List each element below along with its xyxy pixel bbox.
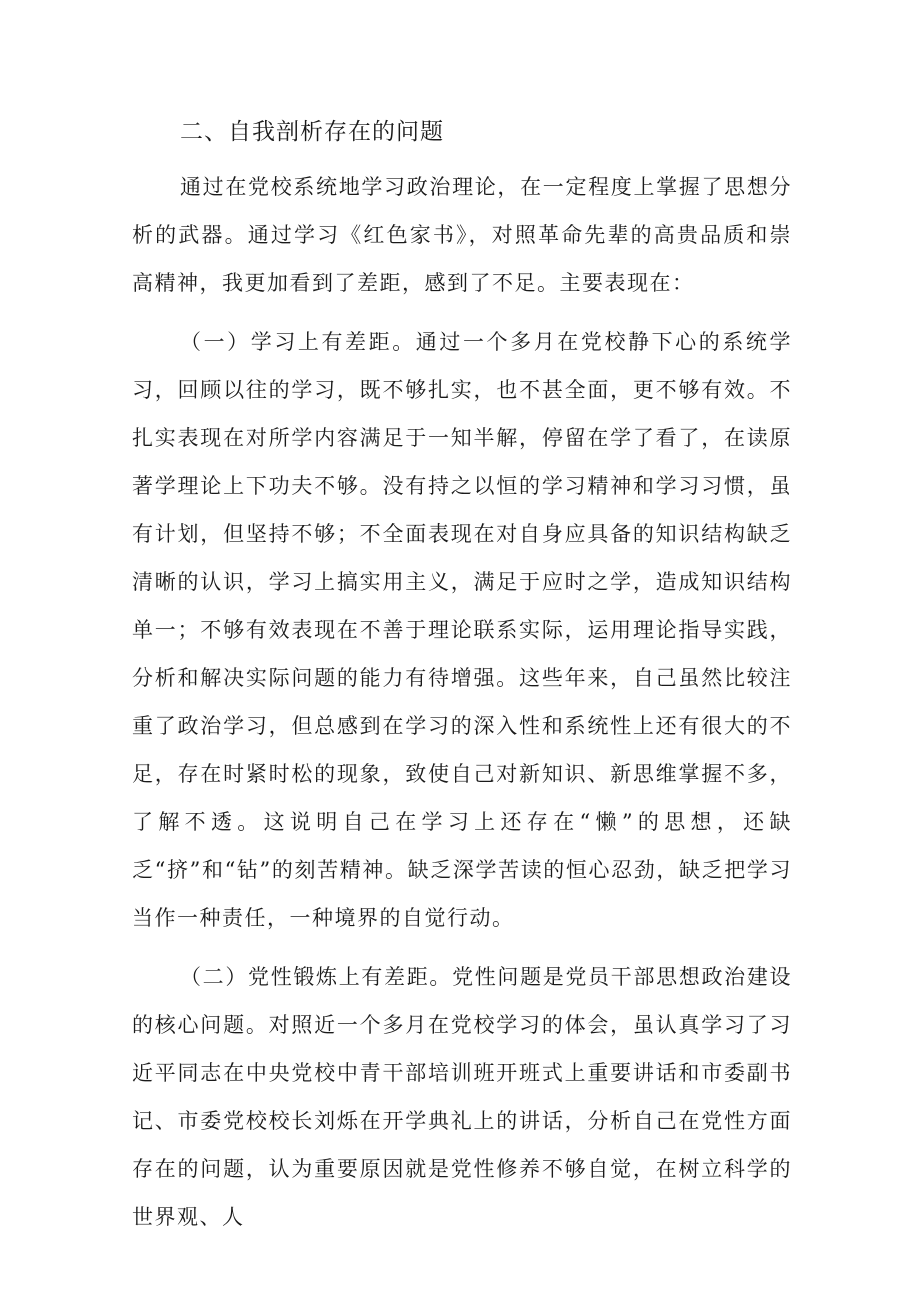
section-heading: 二、自我剖析存在的问题: [180, 119, 444, 145]
study-gap-paragraph: （一）学习上有差距。通过一个多月在党校静下心的系统学习，回顾以往的学习，既不够扎实，也不甚全面，更不够有效。不扎实表现在对所学内容满足于一知半解，停留在学了看了，在读原著学理论上下功夫不够。没有持之以恒的学习精神和学习习惯，虽有计划，但坚持不够；不全面表现在对自身应具备的知识结构缺乏清晰的认识，学习上搞实用主义，满足于应时之学，造成知识结构单一；不够有效表现在不善于理论联系实际，运用理论指导实践，分析和解决实际问题的能力有待增强。这些年来，自己虽然比较注重了政治学习，但总感到在学习的深入性和系统性上还有很大的不足，存在时紧时松的现象，致使自己对新知识、新思维掌握不多，了解不透。这说明自己在学习上还存在“懒”的思想，还缺乏“挤”和“钻”的刻苦精神。缺乏深学苦读的恒心忍劲，缺乏把学习当作一种责任，一种境界的自觉行动。: [132, 330, 792, 930]
party-spirit-gap-paragraph: （二）党性锻炼上有差距。党性问题是党员干部思想政治建设的核心问题。对照近一个多月在党校学习的体会，虽认真学习了习近平同志在中央党校中青干部培训班开班式上重要讲话和市委副书记、市委党校校长刘烁在开学典礼上的讲话，分析自己在党性方面存在的问题，认为重要原因就是党性修养不够自觉，在树立科学的世界观、人: [132, 965, 792, 1229]
intro-paragraph: 通过在党校系统地学习政治理论，在一定程度上掌握了思想分析的武器。通过学习《红色家书》，对照革命先辈的高贵品质和崇高精神，我更加看到了差距，感到了不足。主要表现在：: [132, 175, 792, 295]
